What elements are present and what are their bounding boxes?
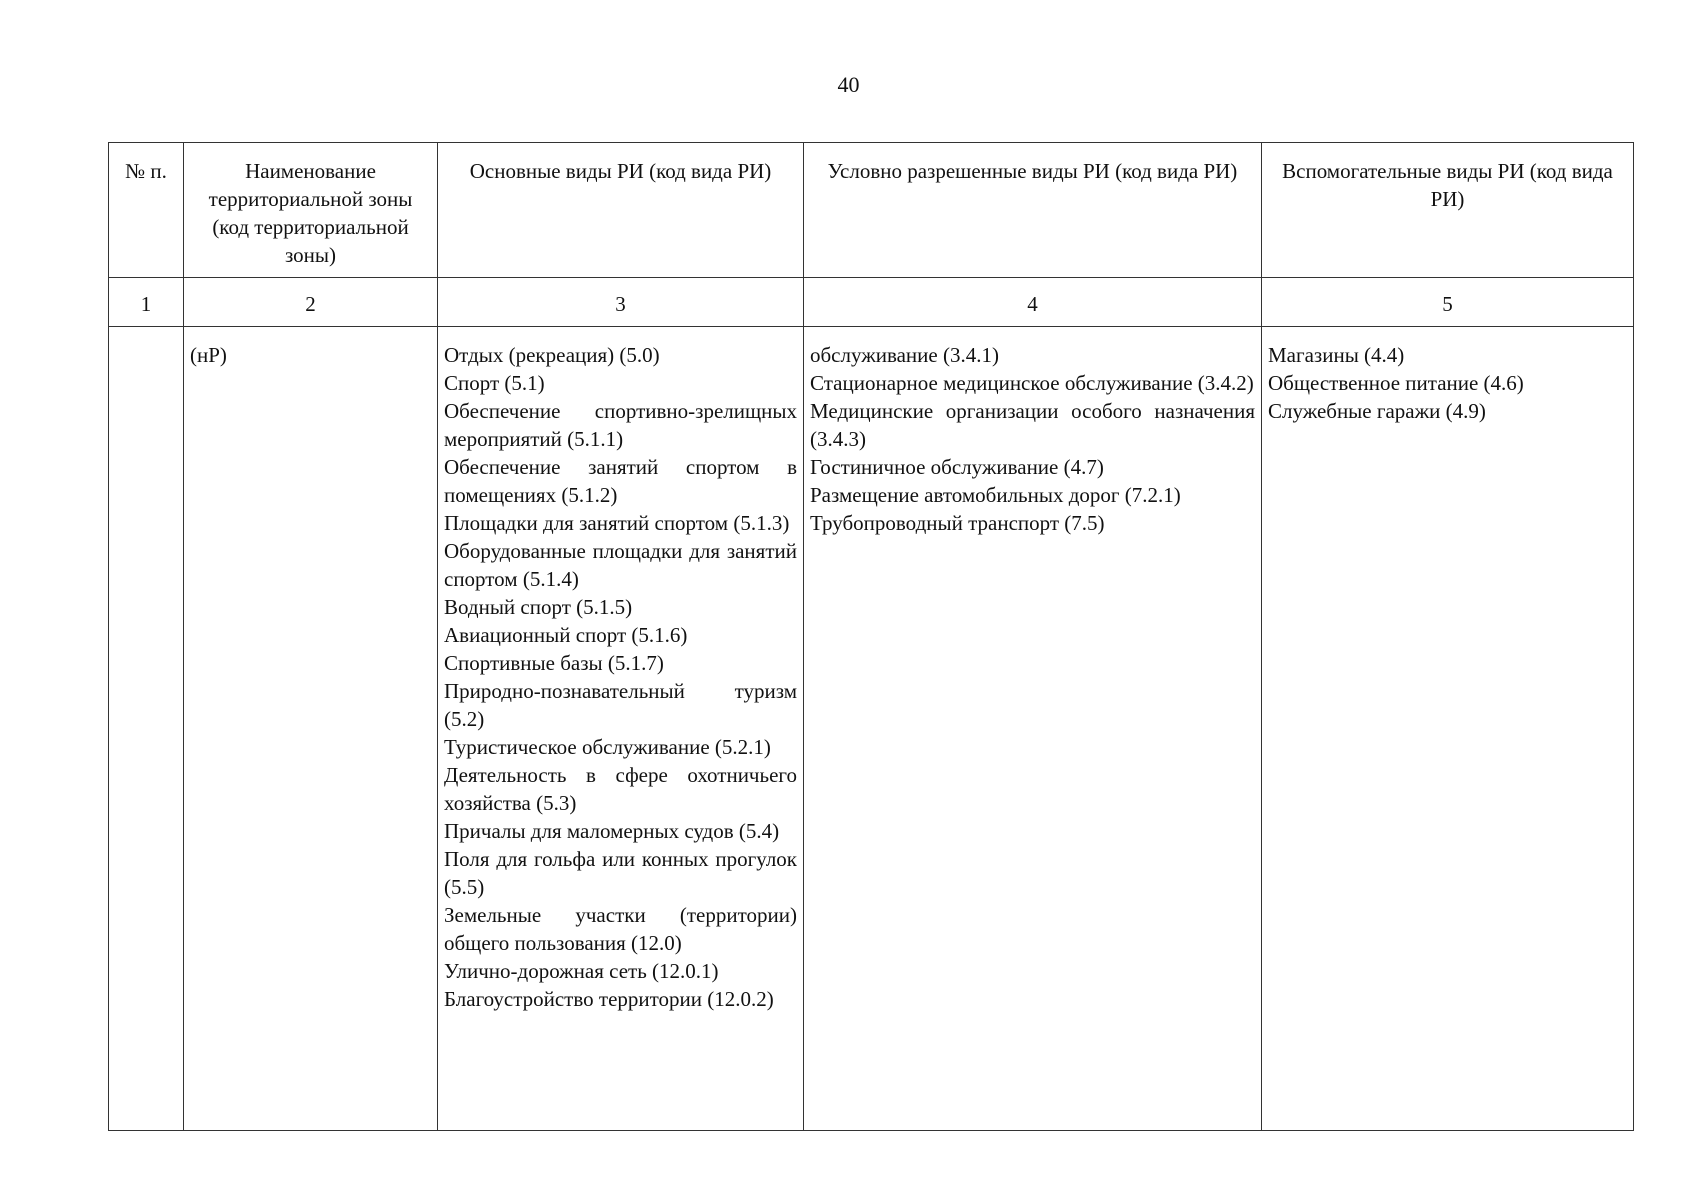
header-zone-name: Наименование территориальной зоны (код территориальной зоны)	[184, 143, 438, 278]
header-main-uses: Основные виды РИ (код вида РИ)	[438, 143, 804, 278]
main-use-item: Причалы для маломерных судов (5.4)	[444, 819, 780, 843]
main-use-item: Площадки для занятий спортом (5.1.3)	[444, 511, 790, 535]
conditional-uses-cell	[804, 327, 1262, 1131]
main-use-item: Природно-познавательный туризм (5.2)	[444, 679, 797, 731]
main-use-item: Спорт (5.1)	[444, 371, 545, 395]
header-auxiliary-uses: Вспомогательные виды РИ (код вида РИ)	[1262, 143, 1634, 278]
column-number: 4	[804, 278, 1262, 327]
auxiliary-uses-list	[1268, 341, 1627, 425]
page-number: 40	[837, 72, 860, 97]
conditional-use-item: Медицинские организации особого назначения (3.4.3)	[810, 399, 1255, 451]
auxiliary-uses-cell	[1262, 327, 1634, 1131]
zoning-table	[108, 142, 1634, 1131]
header-conditional-uses: Условно разрешенные виды РИ (код вида РИ)	[804, 143, 1262, 278]
main-use-item: Авиационный спорт (5.1.6)	[444, 623, 688, 647]
auxiliary-use-item: Общественное питание (4.6)	[1268, 371, 1524, 395]
main-use-item: Поля для гольфа или конных прогулок (5.5)	[444, 847, 797, 899]
column-number: 3	[438, 278, 804, 327]
zone-name-cell: (нР)	[184, 327, 438, 1131]
main-use-item: Оборудованные площадки для занятий спортом (5.1.4)	[444, 539, 797, 591]
conditional-use-item: обслуживание (3.4.1)	[810, 343, 999, 367]
conditional-use-item: Гостиничное обслуживание (4.7)	[810, 455, 1104, 479]
main-use-item: Водный спорт (5.1.5)	[444, 595, 633, 619]
row-number-cell	[109, 327, 184, 1131]
main-use-item: Отдых (рекреация) (5.0)	[444, 343, 660, 367]
main-use-item: Туристическое обслуживание (5.2.1)	[444, 735, 771, 759]
auxiliary-use-item: Магазины (4.4)	[1268, 343, 1405, 367]
main-uses-cell	[438, 327, 804, 1131]
column-number-row	[109, 278, 1634, 327]
main-use-item: Обеспечение занятий спортом в помещениях (5.1.2)	[444, 455, 797, 507]
main-use-item: Благоустройство территории (12.0.2)	[444, 987, 774, 1011]
column-number: 2	[184, 278, 438, 327]
conditional-use-item: Трубопроводный транспорт (7.5)	[810, 511, 1105, 535]
main-uses-list	[444, 341, 797, 1013]
main-use-item: Спортивные базы (5.1.7)	[444, 651, 664, 675]
conditional-uses-list	[810, 341, 1255, 537]
main-use-item: Деятельность в сфере охотничьего хозяйства (5.3)	[444, 763, 797, 815]
auxiliary-use-item: Служебные гаражи (4.9)	[1268, 399, 1486, 423]
table-header-row	[109, 143, 1634, 278]
header-number: № п.	[109, 143, 184, 278]
table-row	[109, 327, 1634, 1131]
conditional-use-item: Размещение автомобильных дорог (7.2.1)	[810, 483, 1181, 507]
column-number: 1	[109, 278, 184, 327]
column-number: 5	[1262, 278, 1634, 327]
main-use-item: Улично-дорожная сеть (12.0.1)	[444, 959, 719, 983]
main-use-item: Земельные участки (территории) общего пользования (12.0)	[444, 903, 797, 955]
main-use-item: Обеспечение спортивно-зрелищных мероприятий (5.1.1)	[444, 399, 797, 451]
conditional-use-item: Стационарное медицинское обслуживание (3.4.2)	[810, 371, 1254, 395]
